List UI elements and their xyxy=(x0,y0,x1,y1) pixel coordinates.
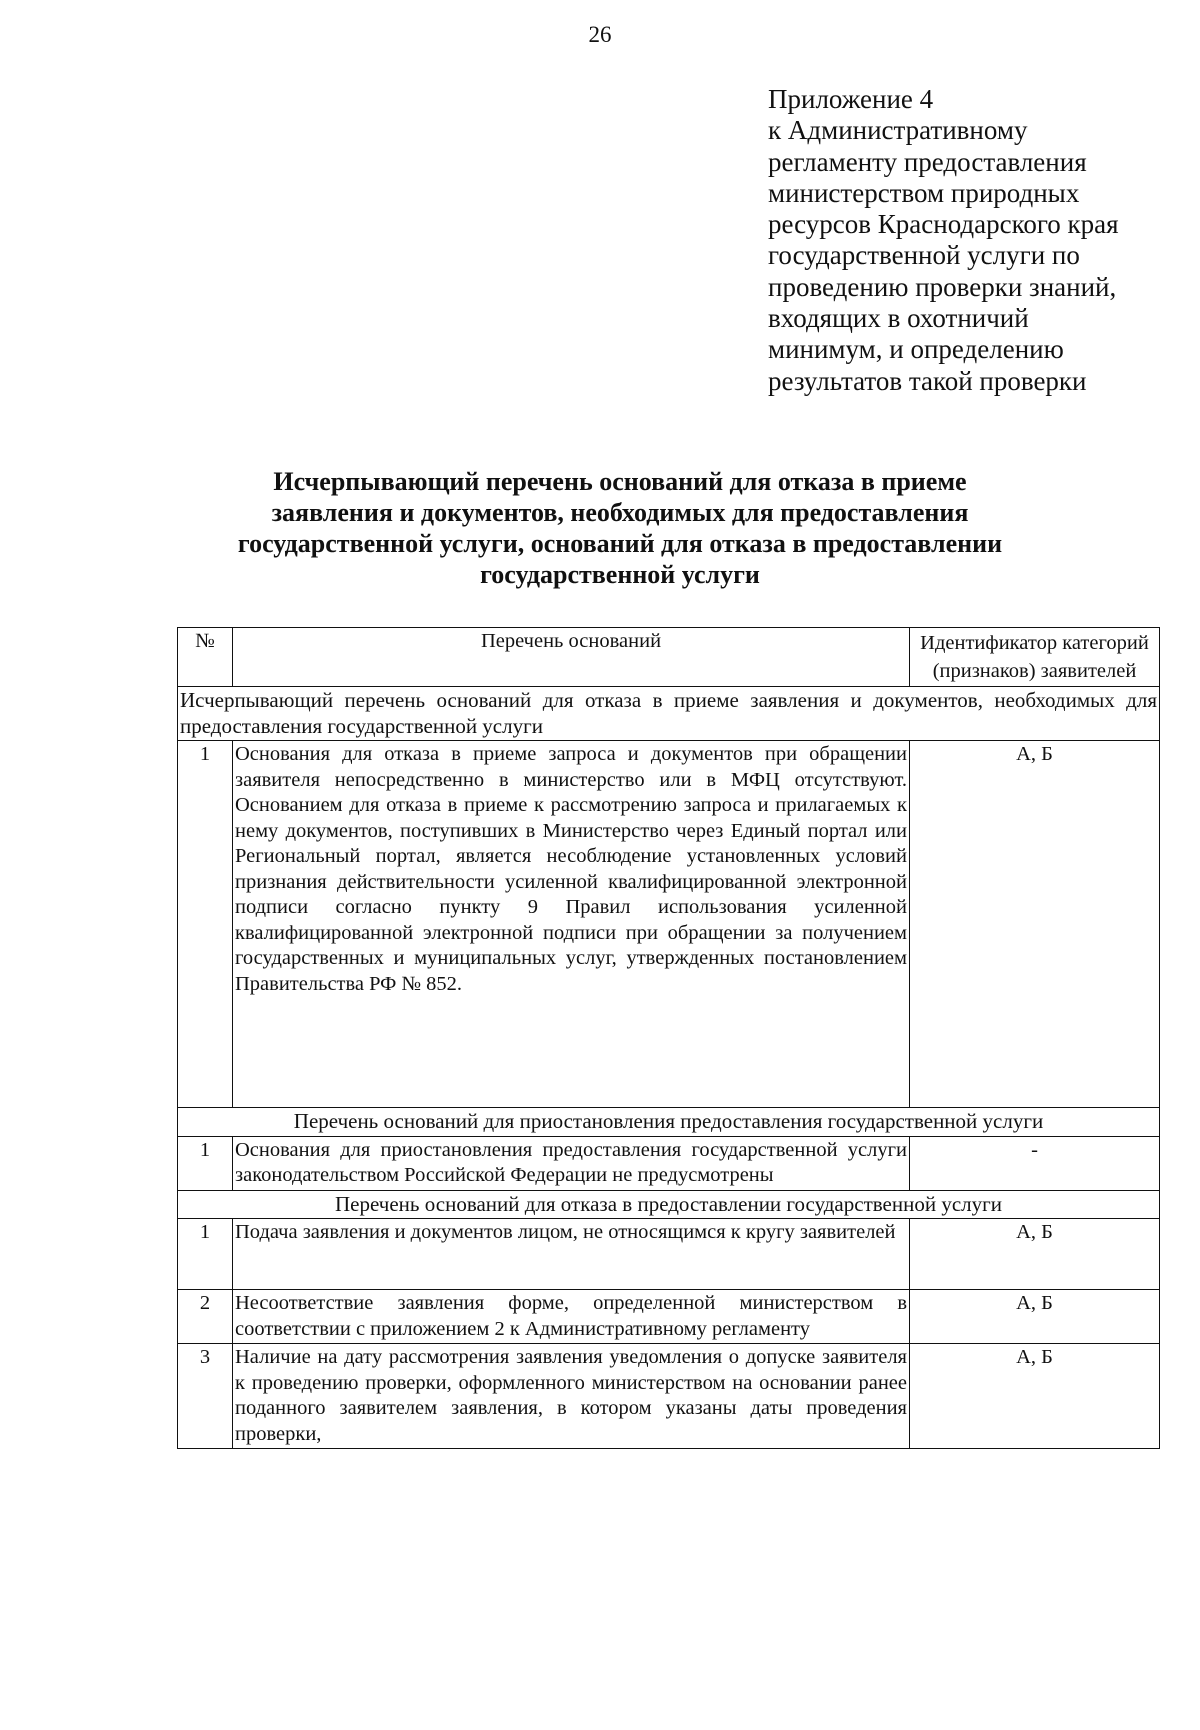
row-number: 3 xyxy=(178,1344,233,1449)
appendix-line: ресурсов Краснодарского края xyxy=(768,209,1119,240)
table-row xyxy=(178,741,1160,1108)
title-line: Исчерпывающий перечень оснований для отказа в приеме xyxy=(273,467,967,496)
row-text: Наличие на дату рассмотрения заявления уведомления о допуске заявителя к проведению проверки, оформленного министерством на основании ранее поданного заявителем заявления, в котором указаны даты проведения проверки, xyxy=(233,1344,910,1449)
row-category: А, Б xyxy=(910,1290,1160,1344)
header-num: № xyxy=(178,628,233,687)
row-category: А, Б xyxy=(910,1344,1160,1449)
appendix-line: входящих в охотничий xyxy=(768,303,1029,334)
table-row xyxy=(178,1290,1160,1344)
appendix-line: регламенту предоставления xyxy=(768,146,1087,177)
grounds-table xyxy=(177,627,1160,1449)
appendix-line: проведению проверки знаний, xyxy=(768,271,1117,302)
row-number: 1 xyxy=(178,741,233,1108)
appendix-line: Приложение 4 xyxy=(768,84,934,114)
table-row xyxy=(178,1219,1160,1290)
section-title: Исчерпывающий перечень оснований для отказа в приеме заявления и документов, необходимых для предоставления государственной услуги xyxy=(178,687,1160,741)
row-text: Основания для отказа в приеме запроса и документов при обращении заявителя непосредственно в министерство или в МФЦ отсутствуют. Основанием для отказа в приеме к рассмотрению запроса и прилагаемых к нему документов, поступивших в Министерство через Единый портал или Региональный портал, является несоблюдение установленных условий признания действительности усиленной квалифицированной электронной подписи согласно пункту 9 Правил использования усиленной квалифицированной электронной подписи при обращении за получением государственных и муниципальных услуг, утвержденных постановлением Правительства РФ № 852. xyxy=(233,741,910,1108)
appendix-line: результатов такой проверки xyxy=(768,365,1087,396)
title-line: заявления и документов, необходимых для предоставления xyxy=(271,498,969,527)
section-row-refusal-service xyxy=(178,1190,1160,1219)
section-row-refusal-intake xyxy=(178,687,1160,741)
section-title: Перечень оснований для отказа в предоставлении государственной услуги xyxy=(178,1190,1160,1219)
row-text: Основания для приостановления предоставления государственной услуги законодательством Российской Федерации не предусмотрены xyxy=(233,1136,910,1190)
row-number: 1 xyxy=(178,1219,233,1290)
table-row xyxy=(178,1136,1160,1190)
appendix-line: к Административному xyxy=(768,115,1028,146)
row-category: - xyxy=(910,1136,1160,1190)
appendix-line: государственной услуги по xyxy=(768,240,1080,271)
title-line: государственной услуги xyxy=(480,560,760,589)
row-number: 2 xyxy=(178,1290,233,1344)
appendix-block xyxy=(768,84,1188,397)
row-text: Несоответствие заявления форме, определенной министерством в соответствии с приложением 2 к Административному регламенту xyxy=(233,1290,910,1344)
row-category: А, Б xyxy=(910,1219,1160,1290)
document-title xyxy=(140,466,1100,590)
page-number: 26 xyxy=(588,22,612,47)
table-header-row xyxy=(178,628,1160,687)
title-line: государственной услуги, оснований для отказа в предоставлении xyxy=(237,529,1003,558)
table-row xyxy=(178,1344,1160,1449)
appendix-line: министерством природных xyxy=(768,177,1080,208)
row-number: 1 xyxy=(178,1136,233,1190)
row-category: А, Б xyxy=(910,741,1160,1108)
appendix-line: минимум, и определению xyxy=(768,334,1064,365)
section-row-suspension xyxy=(178,1108,1160,1137)
header-identifier: Идентификатор категорий (признаков) заявителей xyxy=(910,628,1160,687)
header-grounds: Перечень оснований xyxy=(233,628,910,687)
row-text: Подача заявления и документов лицом, не относящимся к кругу заявителей xyxy=(233,1219,910,1290)
section-title: Перечень оснований для приостановления предоставления государственной услуги xyxy=(178,1108,1160,1137)
